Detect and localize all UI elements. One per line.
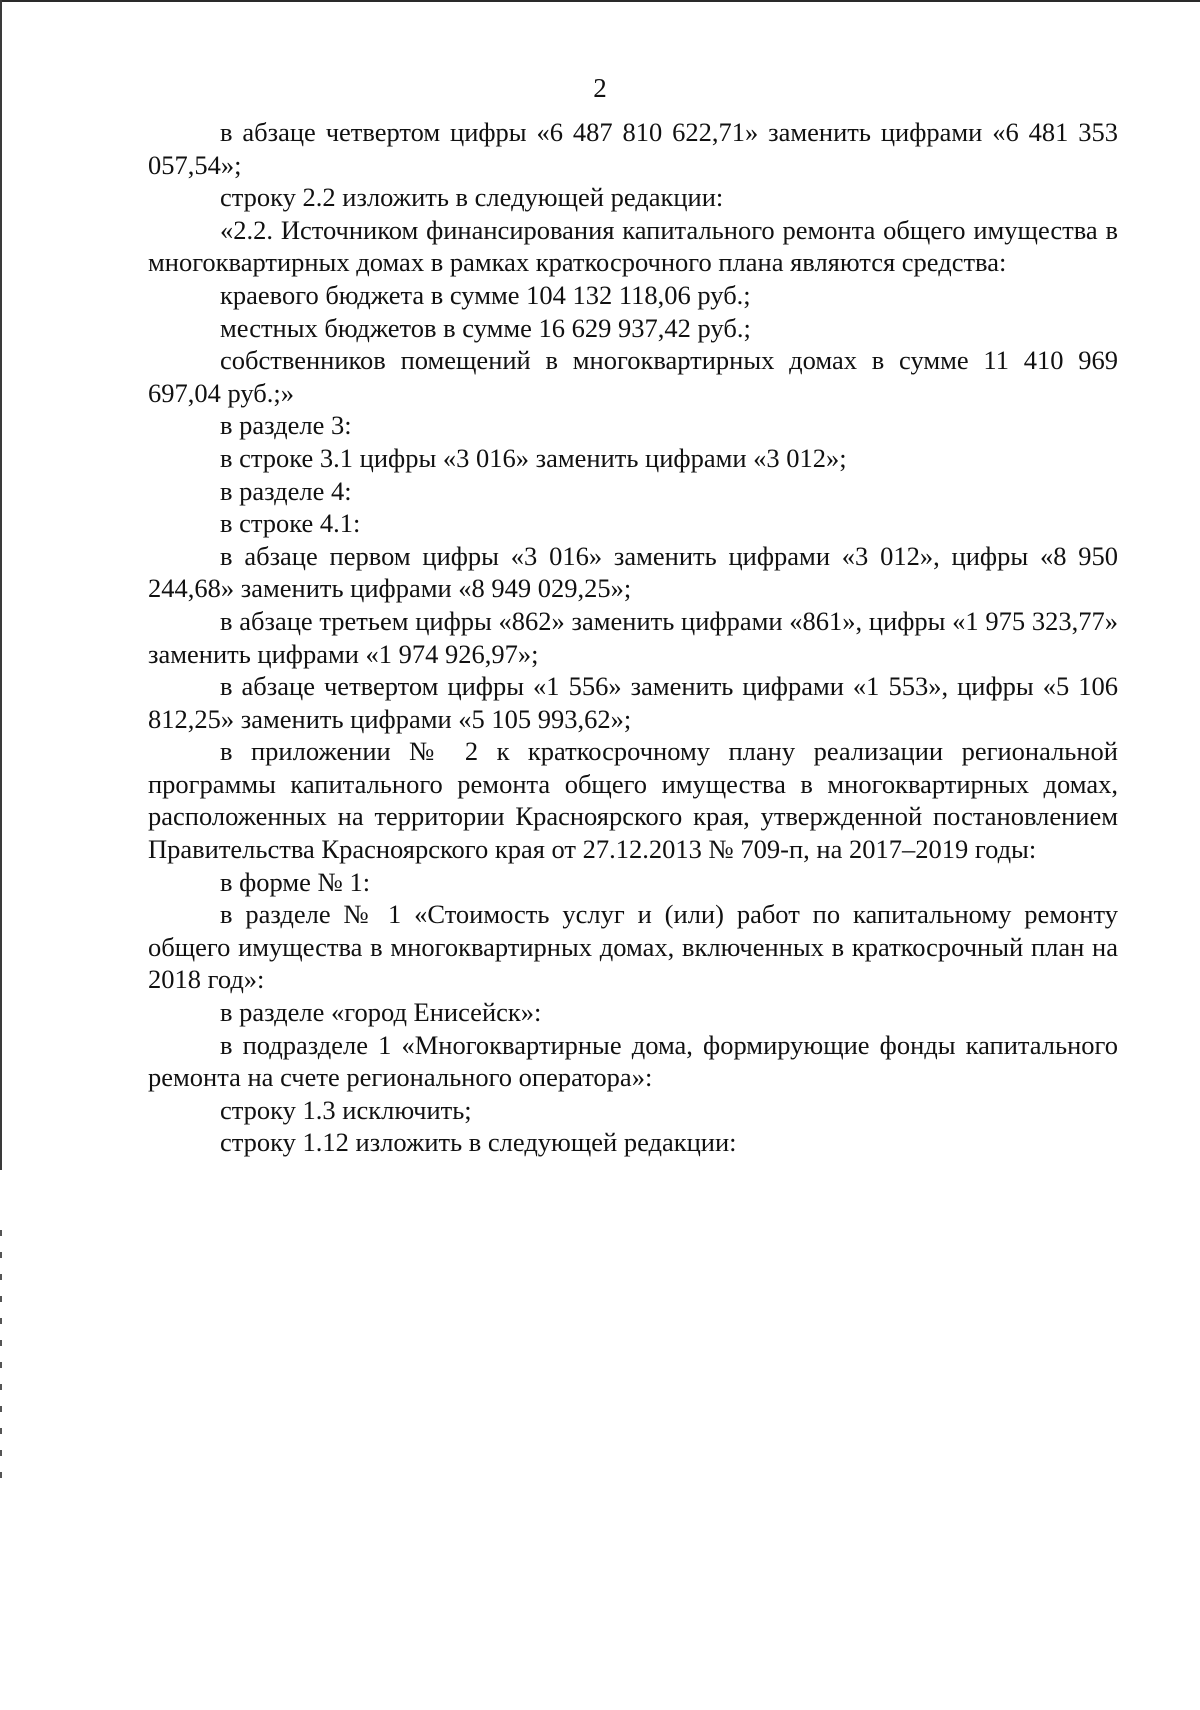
paragraph-20: строку 1.12 изложить в следующей редакции:: [220, 1127, 737, 1158]
paragraph-14: в приложении № 2 к краткосрочному плану реализации региональной программы капитального ремонта общего имущества в многоквартирных домах, расположенных на территории Красноярского края, утвержденной постановлением Правительства Красноярского края от 27.12.2013 № 709-п, на 2017–2019 годы:: [148, 736, 1118, 865]
paragraph-15: в форме № 1:: [220, 866, 371, 897]
paragraph-19: строку 1.3 исключить;: [220, 1094, 472, 1125]
scan-border-left-dashed: [0, 1230, 2, 1490]
document-body: [148, 116, 1118, 1159]
paragraph-2: строку 2.2 изложить в следующей редакции:: [220, 182, 724, 213]
paragraph-9: в разделе 4:: [220, 475, 352, 506]
scan-border-left: [0, 0, 2, 1170]
paragraph-18: в подразделе 1 «Многоквартирные дома, формирующие фонды капитального ремонта на счете регионального оператора»:: [148, 1029, 1118, 1093]
paragraph-13: в абзаце четвертом цифры «1 556» заменить цифрами «1 553», цифры «5 106 812,25» заменить цифрами «5 105 993,62»;: [148, 671, 1118, 734]
paragraph-16: в разделе № 1 «Стоимость услуг и (или) работ по капитальному ремонту общего имущества в многоквартирных домах, включенных в краткосрочный план на 2018 год»:: [148, 899, 1118, 995]
paragraph-4: краевого бюджета в сумме 104 132 118,06 руб.;: [220, 279, 751, 310]
paragraph-11: в абзаце первом цифры «3 016» заменить цифрами «3 012», цифры «8 950 244,68» заменить цифрами «8 949 029,25»;: [148, 540, 1118, 604]
paragraph-1: в абзаце четвертом цифры «6 487 810 622,71» заменить цифрами «6 481 353 057,54»;: [148, 117, 1118, 180]
paragraph-8: в строке 3.1 цифры «3 016» заменить цифрами «3 012»;: [220, 442, 847, 473]
paragraph-12: в абзаце третьем цифры «862» заменить цифрами «861», цифры «1 975 323,77» заменить цифрами «1 974 926,97»;: [148, 605, 1118, 669]
paragraph-10: в строке 4.1:: [220, 508, 361, 539]
paragraph-3: «2.2. Источником финансирования капитального ремонта общего имущества в многоквартирных домах в рамках краткосрочного плана являются средства:: [148, 214, 1118, 278]
paragraph-17: в разделе «город Енисейск»:: [220, 997, 542, 1028]
paragraph-6: собственников помещений в многоквартирных домах в сумме 11 410 969 697,04 руб.;»: [148, 345, 1118, 408]
page-number: 2: [593, 73, 607, 103]
paragraph-7: в разделе 3:: [220, 410, 352, 441]
paragraph-5: местных бюджетов в сумме 16 629 937,42 руб.;: [220, 312, 751, 343]
scan-border-top: [0, 0, 1200, 2]
